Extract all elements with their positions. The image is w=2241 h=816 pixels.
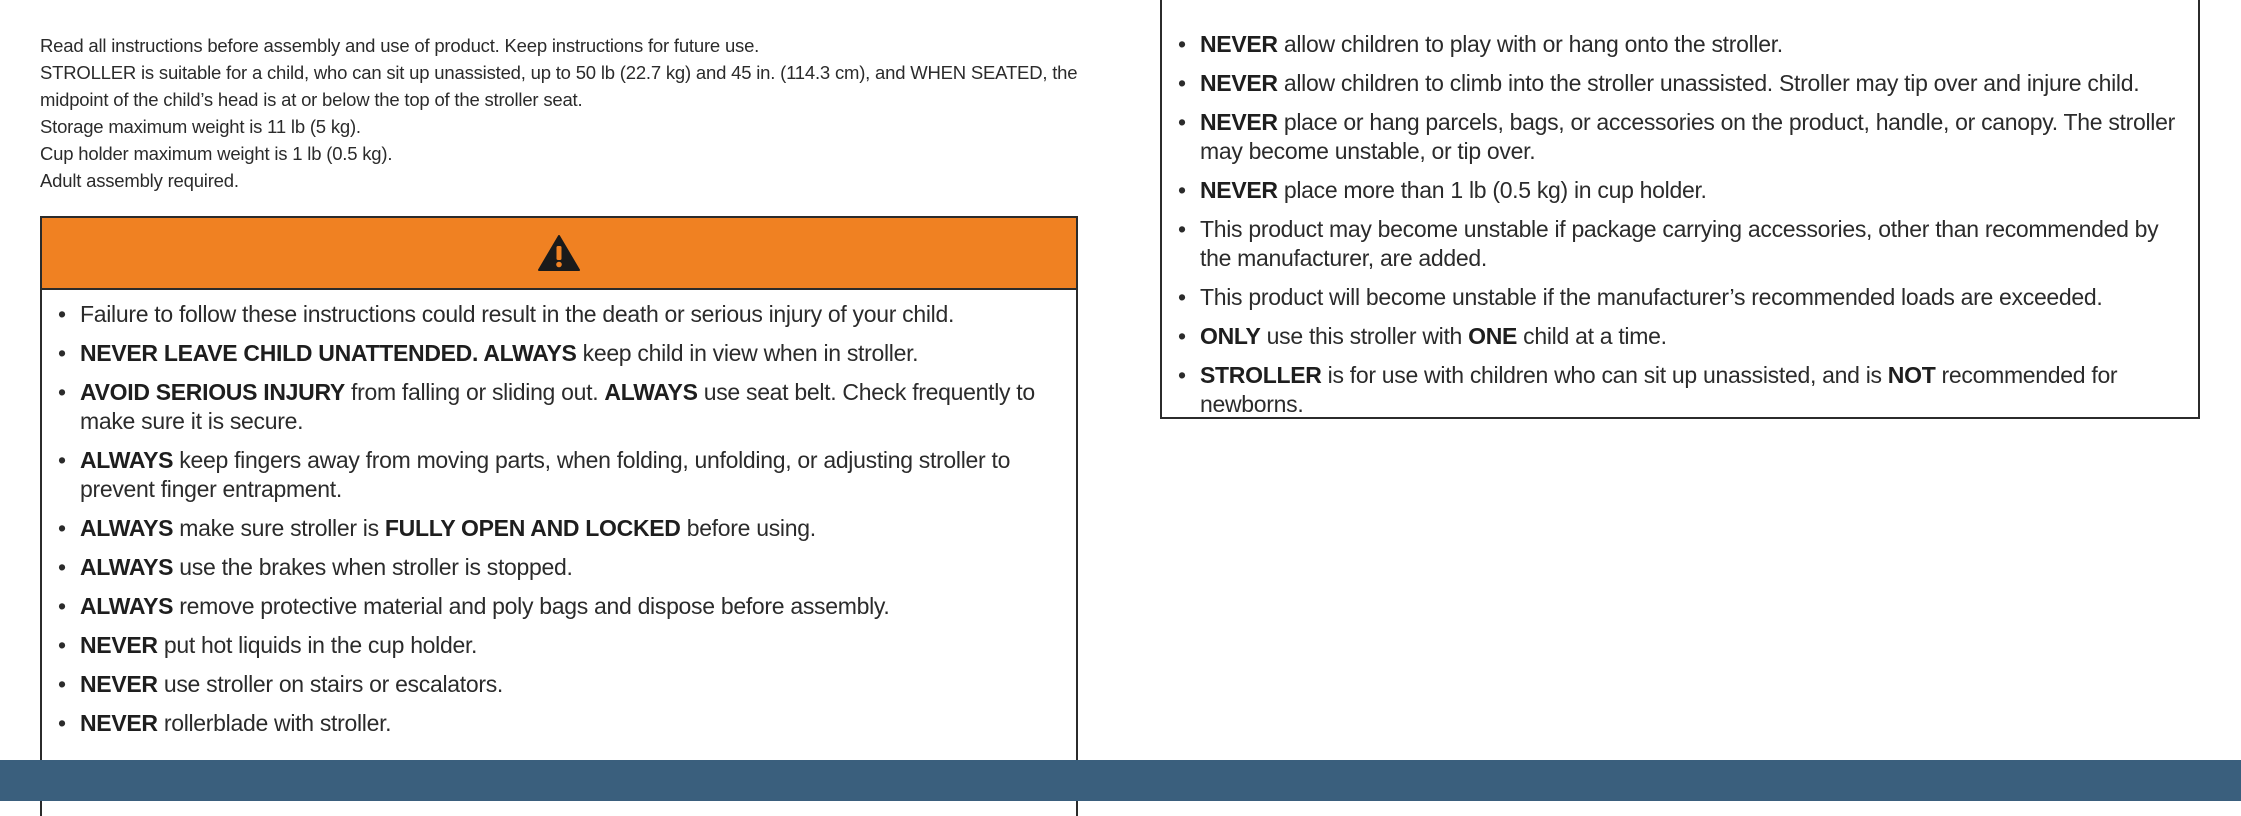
intro-line: Cup holder maximum weight is 1 lb (0.5 kg). (40, 143, 393, 164)
warning-header (42, 218, 1076, 290)
intro-line: Storage maximum weight is 11 lb (5 kg). (40, 116, 361, 137)
intro-section (40, 32, 1080, 194)
warning-item: • ALWAYS make sure stroller is FULLY OPEN AND LOCKED before using. (42, 514, 1076, 543)
warning-item: • NEVER rollerblade with stroller. (42, 709, 1076, 738)
intro-line: STROLLER is suitable for a child, who can sit up unassisted, up to 50 lb (22.7 kg) and 45 in. (114.3 cm), and WHEN SEATED, the midpoint of the child’s head is at or below the top of the stroller seat. (40, 62, 1078, 110)
warning-item: • NEVER put hot liquids in the cup holder. (42, 631, 1076, 660)
warning-item: • NEVER allow children to climb into the stroller unassisted. Stroller may tip over and injure child. (1162, 69, 2198, 98)
warning-item: • NEVER place or hang parcels, bags, or accessories on the product, handle, or canopy. The stroller may become unstable, or tip over. (1162, 108, 2198, 166)
warning-item: • STROLLER is for use with children who can sit up unassisted, and is NOT recommended for newborns. (1162, 361, 2198, 419)
warning-triangle-icon (537, 234, 581, 272)
warning-item: • NEVER LEAVE CHILD UNATTENDED. ALWAYS keep child in view when in stroller. (42, 339, 1076, 368)
intro-line: Read all instructions before assembly and use of product. Keep instructions for future use. (40, 35, 760, 56)
warning-item: • This product will become unstable if the manufacturer’s recommended loads are exceeded. (1162, 283, 2198, 312)
warning-item: • AVOID SERIOUS INJURY from falling or sliding out. ALWAYS use seat belt. Check frequently to make sure it is secure. (42, 378, 1076, 436)
warning-item: • NEVER use stroller on stairs or escalators. (42, 670, 1076, 699)
warning-item: • ALWAYS keep fingers away from moving parts, when folding, unfolding, or adjusting stroller to prevent finger entrapment. (42, 446, 1076, 504)
warning-item: • ALWAYS remove protective material and poly bags and dispose before assembly. (42, 592, 1076, 621)
warning-continued-box (1160, 0, 2200, 419)
warning-item: • NEVER allow children to play with or hang onto the stroller. (1162, 30, 2198, 59)
warning-item: • Failure to follow these instructions could result in the death or serious injury of your child. (42, 300, 1076, 329)
warning-item: • NEVER place more than 1 lb (0.5 kg) in cup holder. (1162, 176, 2198, 205)
footer-band (0, 760, 2241, 801)
warning-item: • This product may become unstable if package carrying accessories, other than recommended by the manufacturer, are added. (1162, 215, 2198, 273)
warning-continued-list (1162, 30, 2198, 419)
intro-line: Adult assembly required. (40, 170, 239, 191)
warning-list (42, 300, 1076, 738)
intro-text (40, 32, 1080, 194)
warning-box (40, 216, 1078, 816)
warning-item: • ALWAYS use the brakes when stroller is stopped. (42, 553, 1076, 582)
warning-item: • ONLY use this stroller with ONE child at a time. (1162, 322, 2198, 351)
